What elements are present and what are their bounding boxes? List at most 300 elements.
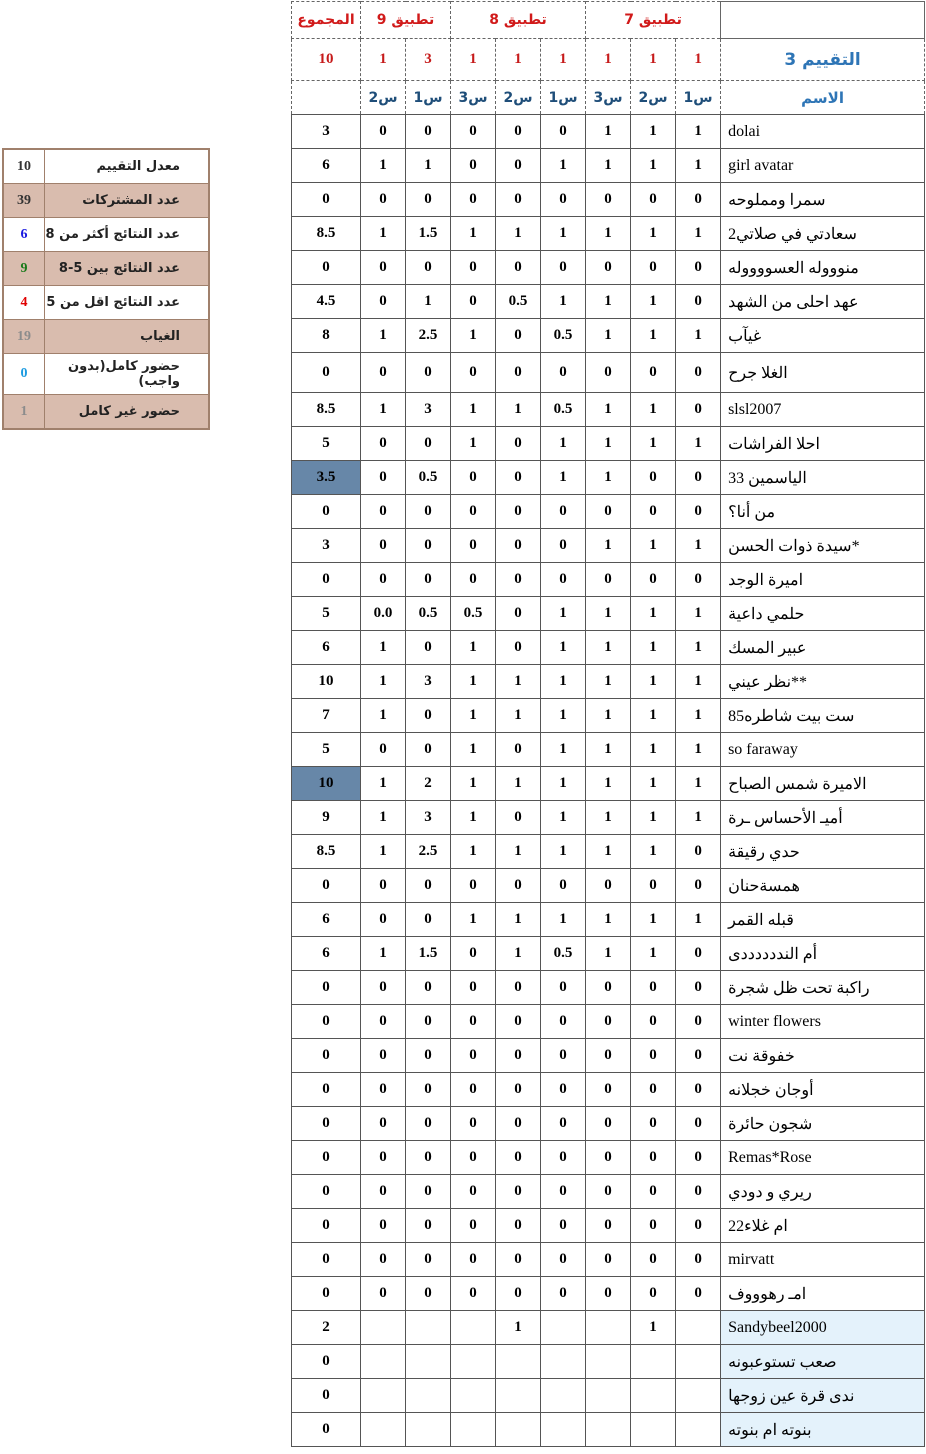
score-cell: 0 — [406, 1141, 451, 1175]
score-cell — [496, 1413, 541, 1447]
member-name: أوجان خجلانه — [721, 1073, 925, 1107]
score-cell: 1 — [631, 427, 676, 461]
score-cell: 0 — [361, 1005, 406, 1039]
table-row — [292, 217, 925, 251]
score-cell: 0 — [586, 971, 631, 1005]
score-cell — [451, 1379, 496, 1413]
row-total: 3 — [292, 529, 361, 563]
score-cell: 0 — [496, 1005, 541, 1039]
stat-label: الغياب — [45, 320, 210, 354]
score-cell: 1 — [361, 665, 406, 699]
score-cell: 2.5 — [406, 319, 451, 353]
member-name: الغلا جرح — [721, 353, 925, 393]
score-cell: 0 — [676, 1277, 721, 1311]
table-row — [292, 869, 925, 903]
score-cell: 0 — [406, 1277, 451, 1311]
score-cell: 0 — [676, 1073, 721, 1107]
stat-value: 4 — [3, 286, 45, 320]
score-cell: 0 — [451, 353, 496, 393]
score-cell: 0 — [676, 285, 721, 319]
stat-value: 0 — [3, 354, 45, 395]
score-cell — [631, 1345, 676, 1379]
score-cell — [451, 1311, 496, 1345]
member-name: winter flowers — [721, 1005, 925, 1039]
score-cell: 0 — [406, 427, 451, 461]
name-header: الاسم — [721, 81, 925, 115]
score-cell: 0 — [451, 1073, 496, 1107]
table-row — [292, 733, 925, 767]
score-cell: 0 — [451, 285, 496, 319]
score-cell: 0 — [406, 971, 451, 1005]
question-weight: 1 — [631, 39, 676, 81]
score-cell: 0 — [541, 1073, 586, 1107]
row-total: 4.5 — [292, 285, 361, 319]
row-total: 3 — [292, 115, 361, 149]
score-cell: 0 — [496, 631, 541, 665]
score-cell: 1 — [496, 665, 541, 699]
score-cell: 1 — [361, 937, 406, 971]
stat-row — [3, 218, 209, 252]
score-cell: 0 — [541, 495, 586, 529]
score-cell: 0 — [361, 495, 406, 529]
question-label: س1 — [541, 81, 586, 115]
member-name: بنوته ام بنوته — [721, 1413, 925, 1447]
member-name: منوووله العسووووله — [721, 251, 925, 285]
member-name: سعادتي في صلاتي2 — [721, 217, 925, 251]
score-cell: 1 — [451, 217, 496, 251]
score-cell: 1 — [541, 149, 586, 183]
score-cell: 0 — [406, 251, 451, 285]
score-cell: 1 — [586, 665, 631, 699]
score-cell: 0 — [496, 529, 541, 563]
member-name: صعب تستوعبونه — [721, 1345, 925, 1379]
score-cell — [361, 1379, 406, 1413]
score-cell: 0 — [361, 903, 406, 937]
score-cell: 0 — [451, 251, 496, 285]
question-weight: 1 — [676, 39, 721, 81]
score-cell: 0 — [631, 869, 676, 903]
score-cell: 1 — [586, 597, 631, 631]
score-cell: 0 — [631, 1141, 676, 1175]
question-label: س1 — [676, 81, 721, 115]
corner-cell — [721, 2, 925, 39]
score-cell: 1 — [496, 767, 541, 801]
score-cell: 0 — [451, 1277, 496, 1311]
stat-value: 10 — [3, 149, 45, 184]
score-cell — [631, 1413, 676, 1447]
score-cell: 0 — [451, 529, 496, 563]
row-total: 0 — [292, 1209, 361, 1243]
score-cell: 0 — [406, 1107, 451, 1141]
score-cell: 1 — [631, 149, 676, 183]
score-cell: 1 — [676, 597, 721, 631]
score-cell: 0 — [361, 115, 406, 149]
table-row — [292, 1039, 925, 1073]
row-total: 0 — [292, 353, 361, 393]
group-header-row — [292, 2, 925, 39]
member-name: امـ رهوووف — [721, 1277, 925, 1311]
score-cell: 1 — [676, 149, 721, 183]
score-cell: 1 — [631, 733, 676, 767]
table-row — [292, 1141, 925, 1175]
score-cell: 0 — [451, 1107, 496, 1141]
score-cell: 1 — [631, 767, 676, 801]
question-label — [292, 81, 361, 115]
score-cell: 1 — [586, 801, 631, 835]
score-cell: 0 — [406, 115, 451, 149]
score-cell: 0.5 — [406, 597, 451, 631]
score-cell: 0 — [586, 1277, 631, 1311]
total-weight: 10 — [292, 39, 361, 81]
score-cell: 1 — [586, 427, 631, 461]
score-cell: 0 — [541, 1243, 586, 1277]
table-row — [292, 1175, 925, 1209]
score-cell: 0 — [676, 1107, 721, 1141]
score-cell: 0 — [361, 1175, 406, 1209]
member-name: ام غلاء22 — [721, 1209, 925, 1243]
score-cell: 0 — [541, 1175, 586, 1209]
score-cell: 1 — [541, 631, 586, 665]
table-row — [292, 1005, 925, 1039]
score-cell: 1.5 — [406, 937, 451, 971]
score-cell: 0 — [361, 1073, 406, 1107]
table-row — [292, 1243, 925, 1277]
score-cell: 0.5 — [496, 285, 541, 319]
score-cell: 0 — [541, 1005, 586, 1039]
member-name: غيآب — [721, 319, 925, 353]
score-cell: 1 — [361, 393, 406, 427]
score-cell: 1 — [676, 319, 721, 353]
question-label: س1 — [406, 81, 451, 115]
score-cell: 0 — [541, 1107, 586, 1141]
member-name: ريري و دودي — [721, 1175, 925, 1209]
score-cell: 0 — [496, 563, 541, 597]
row-total: 0 — [292, 1107, 361, 1141]
score-cell: 1 — [676, 801, 721, 835]
table-row — [292, 115, 925, 149]
row-total: 8.5 — [292, 393, 361, 427]
score-cell: 1 — [541, 427, 586, 461]
score-cell: 0 — [406, 495, 451, 529]
row-total: 0 — [292, 1073, 361, 1107]
score-cell: 1 — [676, 903, 721, 937]
score-cell: 1 — [631, 319, 676, 353]
score-cell: 1 — [496, 699, 541, 733]
member-name: girl avatar — [721, 149, 925, 183]
row-total: 0 — [292, 869, 361, 903]
score-cell: 3 — [406, 393, 451, 427]
score-cell: 0 — [496, 869, 541, 903]
score-cell: 0 — [496, 115, 541, 149]
stat-value: 9 — [3, 252, 45, 286]
score-cell: 0 — [541, 251, 586, 285]
score-cell: 1 — [361, 699, 406, 733]
score-cell: 1 — [541, 835, 586, 869]
question-label: س2 — [361, 81, 406, 115]
stat-value: 39 — [3, 184, 45, 218]
score-cell: 0.5 — [541, 319, 586, 353]
row-total: 0 — [292, 971, 361, 1005]
score-cell: 0 — [541, 869, 586, 903]
score-cell: 0 — [451, 869, 496, 903]
score-cell: 0 — [451, 1243, 496, 1277]
score-cell: 1 — [586, 767, 631, 801]
score-cell: 0 — [586, 869, 631, 903]
score-cell: 1 — [541, 461, 586, 495]
score-cell: 1 — [586, 285, 631, 319]
table-row — [292, 427, 925, 461]
score-cell: 1 — [631, 217, 676, 251]
member-name: slsl2007 — [721, 393, 925, 427]
score-cell: 0 — [451, 1175, 496, 1209]
table-row — [292, 597, 925, 631]
score-cell: 0 — [496, 801, 541, 835]
row-total: 0 — [292, 1379, 361, 1413]
score-cell — [541, 1379, 586, 1413]
score-cell: 2.5 — [406, 835, 451, 869]
row-total: 7 — [292, 699, 361, 733]
score-cell: 1 — [676, 699, 721, 733]
score-cell: 0 — [586, 353, 631, 393]
table-row — [292, 461, 925, 495]
table-row — [292, 1379, 925, 1413]
score-cell: 1 — [631, 903, 676, 937]
score-cell: 1 — [676, 115, 721, 149]
score-cell: 1 — [676, 529, 721, 563]
score-cell: 0 — [631, 353, 676, 393]
score-cell: 0 — [451, 971, 496, 1005]
row-total: 5 — [292, 597, 361, 631]
score-cell: 1 — [631, 835, 676, 869]
score-cell: 0 — [451, 115, 496, 149]
member-name: قبله القمر — [721, 903, 925, 937]
stat-row — [3, 252, 209, 286]
score-cell: 0 — [406, 699, 451, 733]
score-cell: 0.5 — [541, 393, 586, 427]
score-cell: 0 — [361, 251, 406, 285]
row-total: 5 — [292, 733, 361, 767]
score-cell: 0 — [586, 1073, 631, 1107]
score-cell: 0 — [541, 529, 586, 563]
score-cell: 0 — [361, 563, 406, 597]
table-row — [292, 665, 925, 699]
score-cell: 0 — [676, 971, 721, 1005]
stat-value: 1 — [3, 395, 45, 430]
score-cell: 1 — [631, 115, 676, 149]
group-header: تطبيق 9 — [361, 2, 451, 39]
score-cell: 1 — [496, 393, 541, 427]
table-row — [292, 801, 925, 835]
score-cell: 0 — [676, 937, 721, 971]
evaluation-title: التقييم 3 — [721, 39, 925, 81]
score-cell: 1 — [361, 149, 406, 183]
score-cell: 0 — [496, 733, 541, 767]
score-cell: 0 — [676, 495, 721, 529]
member-name: شجون حائرة — [721, 1107, 925, 1141]
score-cell — [541, 1345, 586, 1379]
score-cell: 0 — [496, 461, 541, 495]
question-weight: 1 — [361, 39, 406, 81]
row-total: 0 — [292, 183, 361, 217]
score-cell: 1 — [631, 937, 676, 971]
score-cell: 1 — [361, 631, 406, 665]
stat-row — [3, 149, 209, 184]
member-name: حدي رقيقة — [721, 835, 925, 869]
score-cell — [586, 1379, 631, 1413]
score-cell: 0 — [496, 1073, 541, 1107]
row-total: 0 — [292, 1141, 361, 1175]
score-cell: 0 — [586, 1175, 631, 1209]
score-cell: 1 — [631, 1311, 676, 1345]
score-cell: 0.5 — [451, 597, 496, 631]
score-cell: 1 — [541, 217, 586, 251]
score-cell: 0 — [676, 563, 721, 597]
row-total: 10 — [292, 665, 361, 699]
score-cell — [541, 1311, 586, 1345]
table-row — [292, 353, 925, 393]
score-cell: 1 — [631, 801, 676, 835]
score-cell: 1 — [451, 835, 496, 869]
score-cell: 0 — [496, 1039, 541, 1073]
score-cell: 0 — [676, 1005, 721, 1039]
score-cell: 0 — [406, 1039, 451, 1073]
score-cell: 1 — [631, 597, 676, 631]
row-total: 3.5 — [292, 461, 361, 495]
score-cell: 0 — [406, 1175, 451, 1209]
score-cell: 0 — [496, 183, 541, 217]
row-total: 6 — [292, 937, 361, 971]
score-cell: 0 — [451, 1209, 496, 1243]
table-row — [292, 903, 925, 937]
score-cell: 1 — [361, 767, 406, 801]
table-row — [292, 149, 925, 183]
score-cell: 0 — [586, 183, 631, 217]
score-cell: 1 — [451, 903, 496, 937]
stat-value: 19 — [3, 320, 45, 354]
row-total: 8 — [292, 319, 361, 353]
score-cell: 0 — [451, 183, 496, 217]
score-cell: 1 — [541, 767, 586, 801]
row-total: 10 — [292, 767, 361, 801]
member-name: عهد احلى من الشهد — [721, 285, 925, 319]
stat-row — [3, 395, 209, 430]
score-cell: 0 — [631, 1243, 676, 1277]
score-cell — [676, 1345, 721, 1379]
stat-row — [3, 320, 209, 354]
score-cell: 1 — [496, 903, 541, 937]
row-total: 6 — [292, 149, 361, 183]
question-weight: 1 — [451, 39, 496, 81]
score-cell — [406, 1413, 451, 1447]
score-cell: 0 — [406, 1243, 451, 1277]
score-cell: 1 — [451, 631, 496, 665]
score-cell: 0 — [631, 461, 676, 495]
score-cell: 0 — [496, 1209, 541, 1243]
score-cell: 0 — [541, 1039, 586, 1073]
score-cell: 0 — [586, 1243, 631, 1277]
score-cell: 0 — [496, 319, 541, 353]
score-cell: 0 — [676, 461, 721, 495]
row-total: 0 — [292, 1175, 361, 1209]
score-cell: 0 — [586, 563, 631, 597]
score-cell: 0 — [676, 183, 721, 217]
score-cell: 0 — [451, 1005, 496, 1039]
score-cell: 0 — [406, 869, 451, 903]
score-cell: 0 — [676, 1209, 721, 1243]
score-cell: 1 — [451, 665, 496, 699]
score-cell: 1 — [586, 149, 631, 183]
score-cell: 1 — [496, 217, 541, 251]
score-cell — [676, 1379, 721, 1413]
table-row — [292, 319, 925, 353]
score-cell — [496, 1379, 541, 1413]
row-total: 0 — [292, 1413, 361, 1447]
score-cell: 1 — [676, 217, 721, 251]
score-cell: 0 — [631, 251, 676, 285]
score-cell: 0 — [406, 183, 451, 217]
score-cell: 1 — [586, 393, 631, 427]
score-cell: 1 — [586, 699, 631, 733]
score-cell: 0 — [676, 869, 721, 903]
stat-row — [3, 354, 209, 395]
score-cell: 0 — [676, 1175, 721, 1209]
member-name: نظر عيني** — [721, 665, 925, 699]
member-name: حلمي داعية — [721, 597, 925, 631]
score-cell: 0 — [496, 1243, 541, 1277]
score-cell: 0 — [586, 1005, 631, 1039]
score-cell — [541, 1413, 586, 1447]
score-cell: 0 — [631, 1175, 676, 1209]
table-row — [292, 495, 925, 529]
table-row — [292, 183, 925, 217]
score-cell: 0 — [361, 1277, 406, 1311]
score-cell: 0 — [631, 971, 676, 1005]
score-cell: 0 — [631, 563, 676, 597]
score-cell: 0 — [676, 1243, 721, 1277]
score-cell: 0 — [496, 427, 541, 461]
table-row — [292, 937, 925, 971]
score-cell: 0 — [361, 461, 406, 495]
score-cell: 0 — [361, 1107, 406, 1141]
score-cell: 0 — [676, 835, 721, 869]
score-cell: 0 — [451, 461, 496, 495]
score-cell: 0 — [586, 1107, 631, 1141]
table-row — [292, 285, 925, 319]
score-cell: 1 — [541, 801, 586, 835]
row-total: 2 — [292, 1311, 361, 1345]
score-cell: 0 — [586, 251, 631, 285]
score-cell: 0.0 — [361, 597, 406, 631]
score-cell: 1 — [586, 115, 631, 149]
score-cell — [586, 1413, 631, 1447]
member-name: أميـ الأحساس ـرة — [721, 801, 925, 835]
score-cell: 0 — [406, 529, 451, 563]
table-row — [292, 1073, 925, 1107]
table-row — [292, 251, 925, 285]
member-name: من أنا؟ — [721, 495, 925, 529]
member-name: احلا الفراشات — [721, 427, 925, 461]
table-row — [292, 1413, 925, 1447]
score-cell: 0 — [496, 1107, 541, 1141]
score-cell: 0 — [631, 1277, 676, 1311]
stat-label: حضور كامل(بدون واجب) — [45, 354, 210, 395]
score-cell: 1 — [631, 631, 676, 665]
score-cell: 0 — [361, 869, 406, 903]
score-cell: 1 — [451, 699, 496, 733]
score-cell: 1.5 — [406, 217, 451, 251]
score-cell: 0 — [631, 495, 676, 529]
row-total: 0 — [292, 563, 361, 597]
